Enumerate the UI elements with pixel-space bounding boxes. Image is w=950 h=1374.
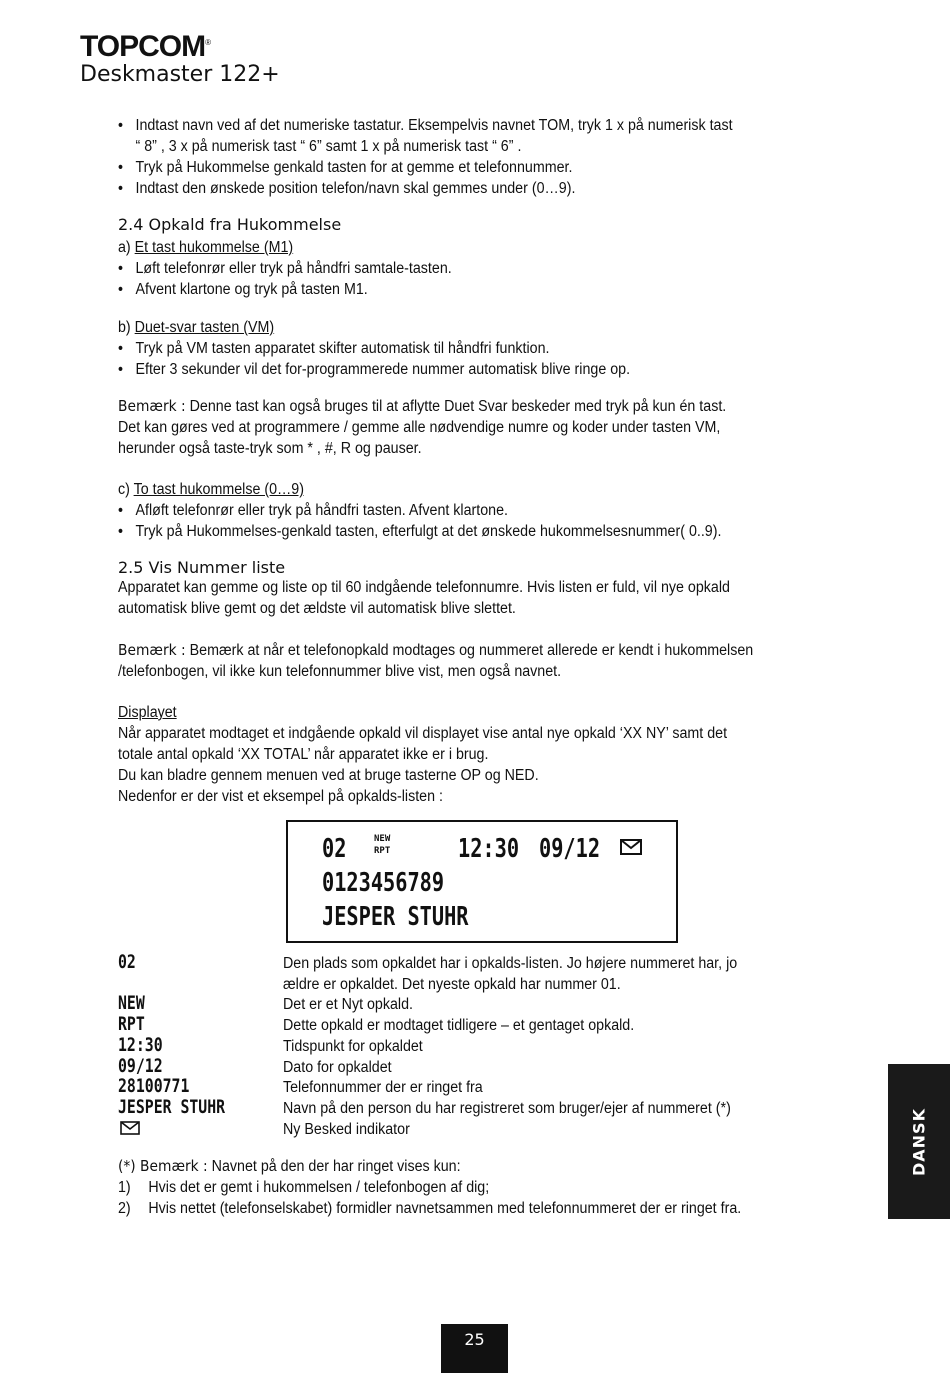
subsection-label: Duet-svar tasten (VM) (134, 319, 275, 336)
paragraph-line: automatisk blive gemt og det ældste vil automatisk blive slettet. (118, 600, 516, 617)
note-name (118, 640, 753, 682)
footnote-number: 1) (118, 1179, 131, 1196)
section-2-4-heading: 2.4 Opkald fra Hukommelse (118, 215, 342, 234)
list-item: • Tryk på Hukommelse genkald tasten for at gemme et telefonnummer. (118, 157, 733, 178)
subsection-prefix: b) (118, 319, 135, 336)
list-item: • Tryk på VM tasten apparatet skifter automatisk til håndfri funktion. (118, 338, 630, 359)
model-title: Deskmaster 122+ (80, 62, 280, 87)
legend-description (283, 953, 737, 995)
footnote-number: 2) (118, 1200, 131, 1217)
paragraph-line: Nedenfor er der vist et eksempel på opkalds-listen : (118, 788, 443, 805)
note-label: Bemærk : (118, 641, 186, 659)
section-2-5-paragraph (118, 577, 730, 619)
language-side-tab (888, 1064, 950, 1219)
note-text: herunder også taste-tryk som * , #, R og pauser. (118, 440, 422, 457)
list-item: • Løft telefonrør eller tryk på håndfri samtale-tasten. (118, 258, 452, 279)
lcd-name: JESPER STUHR (322, 902, 469, 932)
lcd-time: 12:30 (458, 834, 520, 864)
paragraph-line: totale antal opkald ‘XX TOTAL’ når apparatet ikke er i brug. (118, 746, 489, 763)
intro-bullets (118, 115, 733, 199)
legend-symbol: 28100771 (118, 1075, 190, 1097)
note-text: Bemærk at når et telefonopkald modtages og nummeret allerede er kendt i hukommelsen (185, 642, 754, 659)
subsection-prefix: a) (118, 239, 135, 256)
note-text: Denne tast kan også bruges til at aflytte Duet Svar beskeder med tryk på kun én tast. (185, 398, 727, 415)
footnote-item-text: Hvis det er gemt i hukommelsen / telefonbogen af dig; (148, 1179, 490, 1196)
list-item: • Afløft telefonrør eller tryk på håndfri tasten. Afvent klartone. (118, 500, 721, 521)
lcd-date: 09/12 (539, 834, 601, 864)
list-item: • Tryk på Hukommelses-genkald tasten, efterfulgt at det ønskede hukommelsesnummer( 0..9). (118, 521, 721, 542)
display-label: Displayet (118, 704, 177, 721)
subsection-b (118, 317, 630, 380)
legend-description: Det er et Nyt opkald. (283, 996, 413, 1013)
paragraph-line: Du kan bladre gennem menuen ved at bruge tasterne OP og NED. (118, 767, 539, 784)
footnote-item (118, 1177, 741, 1198)
note-label: Bemærk : (118, 397, 186, 415)
brand-logo: TOPCOM® (80, 30, 211, 63)
legend-description: Navn på den person du har registreret som bruger/ejer af nummeret (*) (283, 1100, 731, 1117)
section-2-5-heading: 2.5 Vis Nummer liste (118, 558, 286, 577)
legend-symbol: RPT (118, 1013, 145, 1035)
footnote-item (118, 1198, 741, 1219)
envelope-icon (620, 839, 642, 855)
footnote (118, 1156, 741, 1219)
side-tab-label: DANSK (909, 1107, 929, 1176)
subsection-label: Et tast hukommelse (M1) (134, 239, 294, 256)
legend-description: Telefonnummer der er ringet fra (283, 1079, 483, 1096)
legend-symbol: 12:30 (118, 1034, 163, 1056)
note-text: Det kan gøres ved at programmere / gemme alle nødvendige numre og koder under tasten VM, (118, 419, 721, 436)
list-item: • Afvent klartone og tryk på tasten M1. (118, 279, 452, 300)
subsection-prefix: c) (118, 481, 134, 498)
legend-description: Dato for opkaldet (283, 1059, 392, 1076)
lcd-display-illustration (286, 820, 678, 943)
legend-description: Ny Besked indikator (283, 1121, 410, 1138)
list-item: • Efter 3 sekunder vil det for-programmerede nummer automatisk blive ringe op. (118, 359, 630, 380)
paragraph-line: Apparatet kan gemme og liste op til 60 indgående telefonnumre. Hvis listen er fuld, vil nye opkald (118, 579, 730, 596)
footnote-label: (*) Bemærk : (118, 1157, 208, 1175)
list-item: • Indtast den ønskede position telefon/navn skal gemmes under (0…9). (118, 178, 733, 199)
list-item: • Indtast navn ved af det numeriske tastatur. Eksempelvis navnet TOM, tryk 1 x på numerisk tast (118, 115, 733, 136)
subsection-a (118, 237, 452, 300)
note-vm (118, 396, 726, 459)
list-item-continuation: “ 8” , 3 x på numerisk tast “ 6” samt 1 x på numerisk tast “ 6” . (135, 138, 522, 155)
footnote-item-text: Hvis nettet (telefonselskabet) formidler navnetsammen med telefonnummeret der er ringet fra. (148, 1200, 742, 1217)
legend-symbol: 02 (118, 951, 136, 973)
legend-symbol: JESPER STUHR (118, 1096, 226, 1118)
subsection-label: To tast hukommelse (0…9) (133, 481, 304, 498)
envelope-icon (120, 1121, 140, 1135)
footnote-text: Navnet på den der har ringet vises kun: (207, 1158, 461, 1175)
legend-description: Dette opkald er modtaget tidligere – et gentaget opkald. (283, 1017, 635, 1034)
legend-line: Den plads som opkaldet har i opkalds-listen. Jo højere nummeret har, jo (283, 955, 738, 972)
subsection-c (118, 479, 721, 542)
legend-symbol: 09/12 (118, 1055, 163, 1077)
display-paragraph (118, 702, 727, 807)
lcd-number: 0123456789 (322, 868, 445, 898)
legend-line: ældre er opkaldet. Det nyeste opkald har nummer 01. (283, 976, 621, 993)
note-text: /telefonbogen, vil ikke kun telefonnummer blive vist, men også navnet. (118, 663, 562, 680)
lcd-rpt: RPT (374, 846, 391, 856)
lcd-index: 02 (322, 834, 347, 864)
legend-symbol: NEW (118, 992, 145, 1014)
page-number: 25 (441, 1324, 508, 1373)
lcd-new: NEW (374, 834, 391, 844)
paragraph-line: Når apparatet modtaget et indgående opkald vil displayet vise antal nye opkald ‘XX NY’ samt det (118, 725, 728, 742)
legend-description: Tidspunkt for opkaldet (283, 1038, 423, 1055)
